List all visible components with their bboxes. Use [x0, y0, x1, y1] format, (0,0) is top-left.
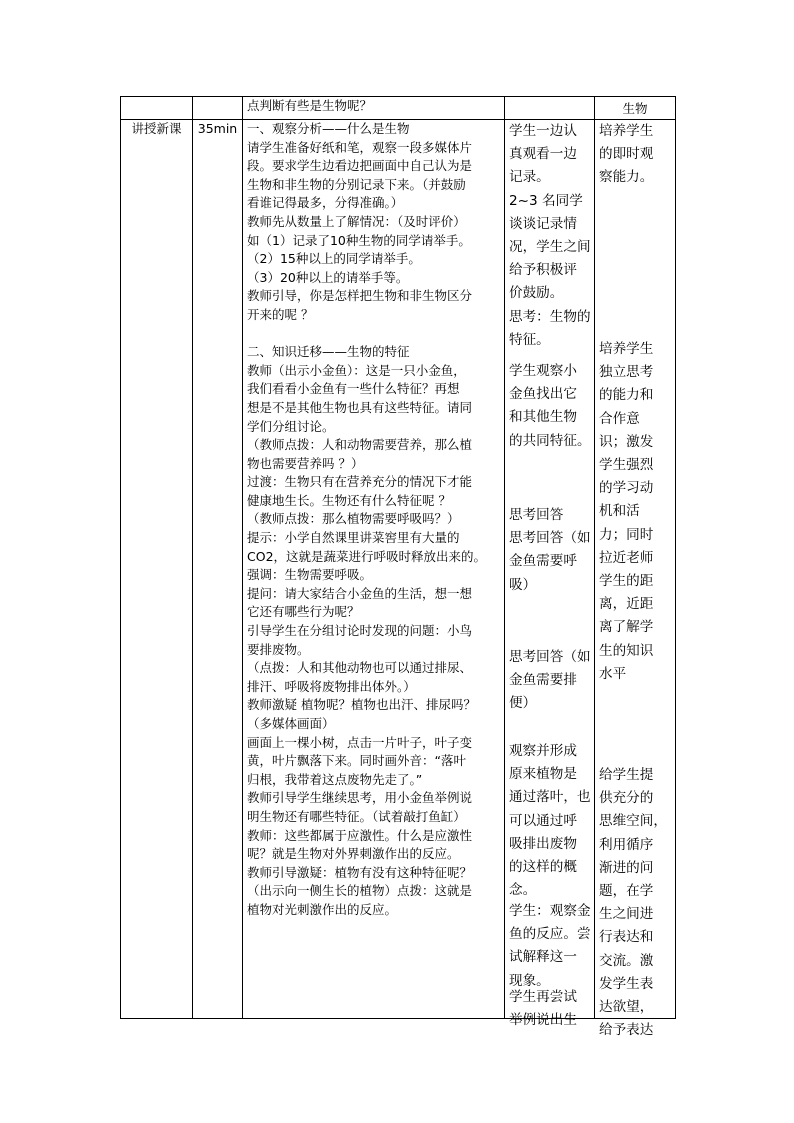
student-activity-line: 可以通过呼: [509, 812, 577, 829]
table-row: [121, 97, 676, 120]
design-purpose-line: 的学习动: [599, 480, 654, 497]
student-activity-line: 学生一边认: [509, 123, 577, 139]
content-line: （点拨：人和其他动物也可以通过排尿、: [247, 660, 473, 676]
content-line: 明生物还有哪些特征。（试着敲打鱼缸）: [247, 808, 466, 824]
content-line: 强调：生物需要呼吸。: [247, 567, 373, 583]
student-activity-line: 通过落叶，也: [509, 789, 591, 806]
stage-cell: 讲授新课: [121, 120, 193, 1019]
content-line: （2）15种以上的同学请举手。: [247, 251, 421, 267]
content-line: 要排废物。: [247, 641, 310, 657]
design-purpose-line: 培养学生: [599, 123, 654, 139]
content-line: （出示向一侧生长的植物）点拨：这就是: [247, 883, 473, 899]
content-cell: [243, 120, 505, 1019]
design-purpose-block: [599, 120, 653, 190]
design-purpose-line: 拉近老师: [599, 549, 654, 566]
design-purpose-line: 独立思考: [599, 364, 654, 381]
content-line: （3）20种以上的请举手等。: [247, 269, 409, 285]
student-activity-cell: [505, 120, 595, 1029]
student-activity-line: 的共同特征。: [509, 432, 591, 449]
student-activity-line: 现象。: [509, 972, 550, 989]
student-activity-cell: [505, 97, 595, 120]
student-activity-line: 思考回答（如: [509, 530, 591, 547]
student-activity-line: 观察并形成: [509, 743, 577, 759]
design-purpose-line: 渐进的问: [599, 859, 654, 876]
stage-cell: [121, 97, 193, 120]
student-activity-block: [509, 900, 591, 993]
design-purpose-cell: 生物: [595, 97, 676, 120]
content-line: 画面上一棵小树，点击一片叶子，叶子变: [247, 734, 473, 750]
content-line: 一、观察分析——什么是生物: [247, 121, 410, 136]
student-activity-block: [509, 986, 577, 1032]
content-line: 教师激疑 植物呢？植物也出汗、排尿吗？: [247, 697, 476, 713]
design-purpose-line: 供充分的: [599, 790, 654, 807]
student-activity-line: 和其他生物: [509, 409, 577, 426]
content-line: （多媒体画面）: [247, 716, 335, 731]
student-activity-line: 鱼的反应。尝: [509, 926, 591, 943]
lesson-plan-table: [120, 96, 676, 1039]
design-purpose-line: 生的知识: [599, 642, 654, 659]
content-line: 我们看看小金鱼有一些什么特征？再想: [247, 381, 460, 397]
content-line: 开来的呢 ？: [247, 306, 314, 322]
time-cell: [193, 97, 243, 120]
design-purpose-cell: [595, 120, 676, 1039]
student-activity-line: 金鱼需要排: [509, 672, 577, 689]
design-purpose-line: 机和活: [599, 503, 640, 520]
content-line: 教师引导学生继续思考，用小金鱼举例说: [247, 790, 473, 806]
content-line: 段。要求学生边看边把画面中自己认为是: [247, 158, 473, 174]
student-activity-line: 学生观察小: [509, 363, 577, 379]
student-activity-line: 思考回答: [509, 507, 564, 523]
student-activity-line: 真观看一边: [509, 146, 577, 163]
content-line: [247, 325, 500, 344]
content-line: 二、知识迁移——生物的特征: [247, 344, 410, 360]
design-purpose-line: 给学生提: [599, 767, 654, 783]
student-activity-line: 念。: [509, 882, 537, 899]
student-activity-line: 便）: [509, 695, 537, 712]
content-line: （教师点拨：那么植物需要呼吸吗？）: [247, 511, 460, 527]
table-row: [121, 120, 676, 1019]
content-line: 学们分组讨论。: [247, 418, 335, 434]
student-activity-line: 吸排出废物: [509, 835, 577, 852]
design-purpose-block: [599, 338, 653, 686]
design-purpose-line: 行表达和: [599, 929, 654, 946]
design-purpose-line: 察能力。: [599, 169, 654, 186]
content-line: 它还有哪些行为呢？: [247, 604, 360, 620]
content-line: 呢？就是生物对外界刺激作出的反应。: [247, 846, 460, 862]
design-purpose-line: 给予表达: [599, 1022, 654, 1039]
design-purpose-line: 离，近距: [599, 596, 654, 613]
content-line: 归根，我带着这点废物先走了。”: [247, 771, 423, 787]
content-line: 植物对光刺激作出的反应。: [247, 901, 398, 917]
design-purpose-line: 生之间进: [599, 906, 654, 923]
teaching-content: [247, 120, 500, 920]
content-line: 排汗、呼吸将废物排出体外。）: [247, 678, 416, 694]
design-purpose-line: 学生强烈: [599, 457, 654, 474]
student-activity-line: 金鱼需要呼: [509, 553, 577, 570]
content-line: 教师（出示小金鱼）：这是一只小金鱼，: [247, 362, 466, 378]
content-line: 过渡：生物只有在营养充分的情况下才能: [247, 474, 473, 490]
content-line: （教师点拨：人和动物需要营养，那么植: [247, 437, 473, 453]
design-purpose-line: 力；同时: [599, 526, 654, 543]
student-activity-line: 特征。: [509, 331, 550, 348]
content-line: 教师引导，你是怎样把生物和非生物区分: [247, 288, 473, 304]
design-purpose-line: 水平: [599, 665, 627, 682]
design-purposes: [599, 120, 671, 1039]
content-line: 请学生准备好纸和笔，观察一段多媒体片: [247, 139, 473, 155]
design-purpose-line: 思维空间，: [599, 813, 667, 830]
student-activity-block: [509, 646, 591, 716]
student-activity-line: 的这样的概: [509, 859, 577, 876]
time-cell: 35min: [193, 120, 243, 1019]
content-line: 健康地生长。生物还有什么特征呢 ？: [247, 492, 451, 508]
student-activity-line: 记录。: [509, 169, 550, 186]
student-activity-line: 学生再尝试: [509, 989, 577, 1005]
student-activity-block: [509, 120, 591, 352]
content-line: 提示：小学自然课里讲菜窖里有大量的: [247, 530, 460, 546]
student-activity-line: 金鱼找出它: [509, 386, 577, 403]
student-activity-line: 谈谈记录情: [509, 215, 577, 232]
student-activity-line: 吸）: [509, 576, 537, 593]
content-line: 物也需要营养吗 ？）: [247, 455, 364, 471]
design-purpose-line: 学生的距: [599, 573, 654, 590]
student-activity-line: 价鼓励。: [509, 285, 564, 302]
student-activity-block: [509, 740, 591, 902]
content-line: 教师先从数量上了解情况：（及时评价）: [247, 213, 466, 229]
content-line: 教师引导激疑：植物有没有这种特征呢？: [247, 864, 473, 880]
design-purpose-line: 培养学生: [599, 341, 654, 357]
student-activities: [509, 120, 591, 1029]
content-line: 提问：请大家结合小金鱼的生活，想一想: [247, 585, 473, 601]
student-activity-line: 学生：观察金: [509, 903, 591, 919]
student-activity-block: [509, 360, 591, 453]
design-purpose-line: 离了解学: [599, 619, 654, 636]
student-activity-line: 2~3 名同学: [509, 192, 583, 209]
content-line: 如（1）记录了10种生物的同学请举手。: [247, 232, 471, 248]
design-purpose-line: 交流。激: [599, 952, 654, 969]
content-line: CO2，这就是蔬菜进行呼吸时释放出来的。: [247, 548, 487, 564]
design-purpose-line: 的能力和: [599, 387, 654, 404]
content-line: 想是不是其他生物也具有这些特征。请同: [247, 399, 473, 415]
design-purpose-line: 的即时观: [599, 146, 654, 163]
student-activity-line: 试解释这一: [509, 949, 577, 966]
design-purpose-line: 题，在学: [599, 883, 654, 900]
design-purpose-line: 达欲望，: [599, 999, 654, 1016]
design-purpose-line: 利用循序: [599, 836, 654, 853]
student-activity-line: 给予积极评: [509, 262, 577, 279]
design-purpose-block: [599, 764, 667, 1042]
student-activity-block: [509, 504, 591, 597]
student-activity-line: 原来植物是: [509, 766, 577, 783]
content-cell: 点判断有些是生物呢？: [243, 97, 505, 120]
content-line: 生物和非生物的分别记录下来。（并鼓励: [247, 176, 466, 192]
design-purpose-line: 发学生表: [599, 975, 654, 992]
content-line: 教师：这些都属于应激性。什么是应激性: [247, 827, 473, 843]
student-activity-line: 思考回答（如: [509, 649, 591, 665]
student-activity-line: 举例说出生: [509, 1012, 577, 1029]
content-line: 引导学生在分组讨论时发现的问题：小鸟: [247, 623, 473, 639]
student-activity-line: 思考：生物的: [509, 308, 591, 325]
design-purpose-line: 识；激发: [599, 433, 654, 450]
student-activity-line: 况，学生之间: [509, 239, 591, 256]
content-line: 黄，叶片飘落下来。同时画外音：“落叶: [247, 753, 466, 769]
design-purpose-line: 合作意: [599, 410, 640, 427]
content-line: 看谁记得最多，分得准确。）: [247, 195, 404, 211]
